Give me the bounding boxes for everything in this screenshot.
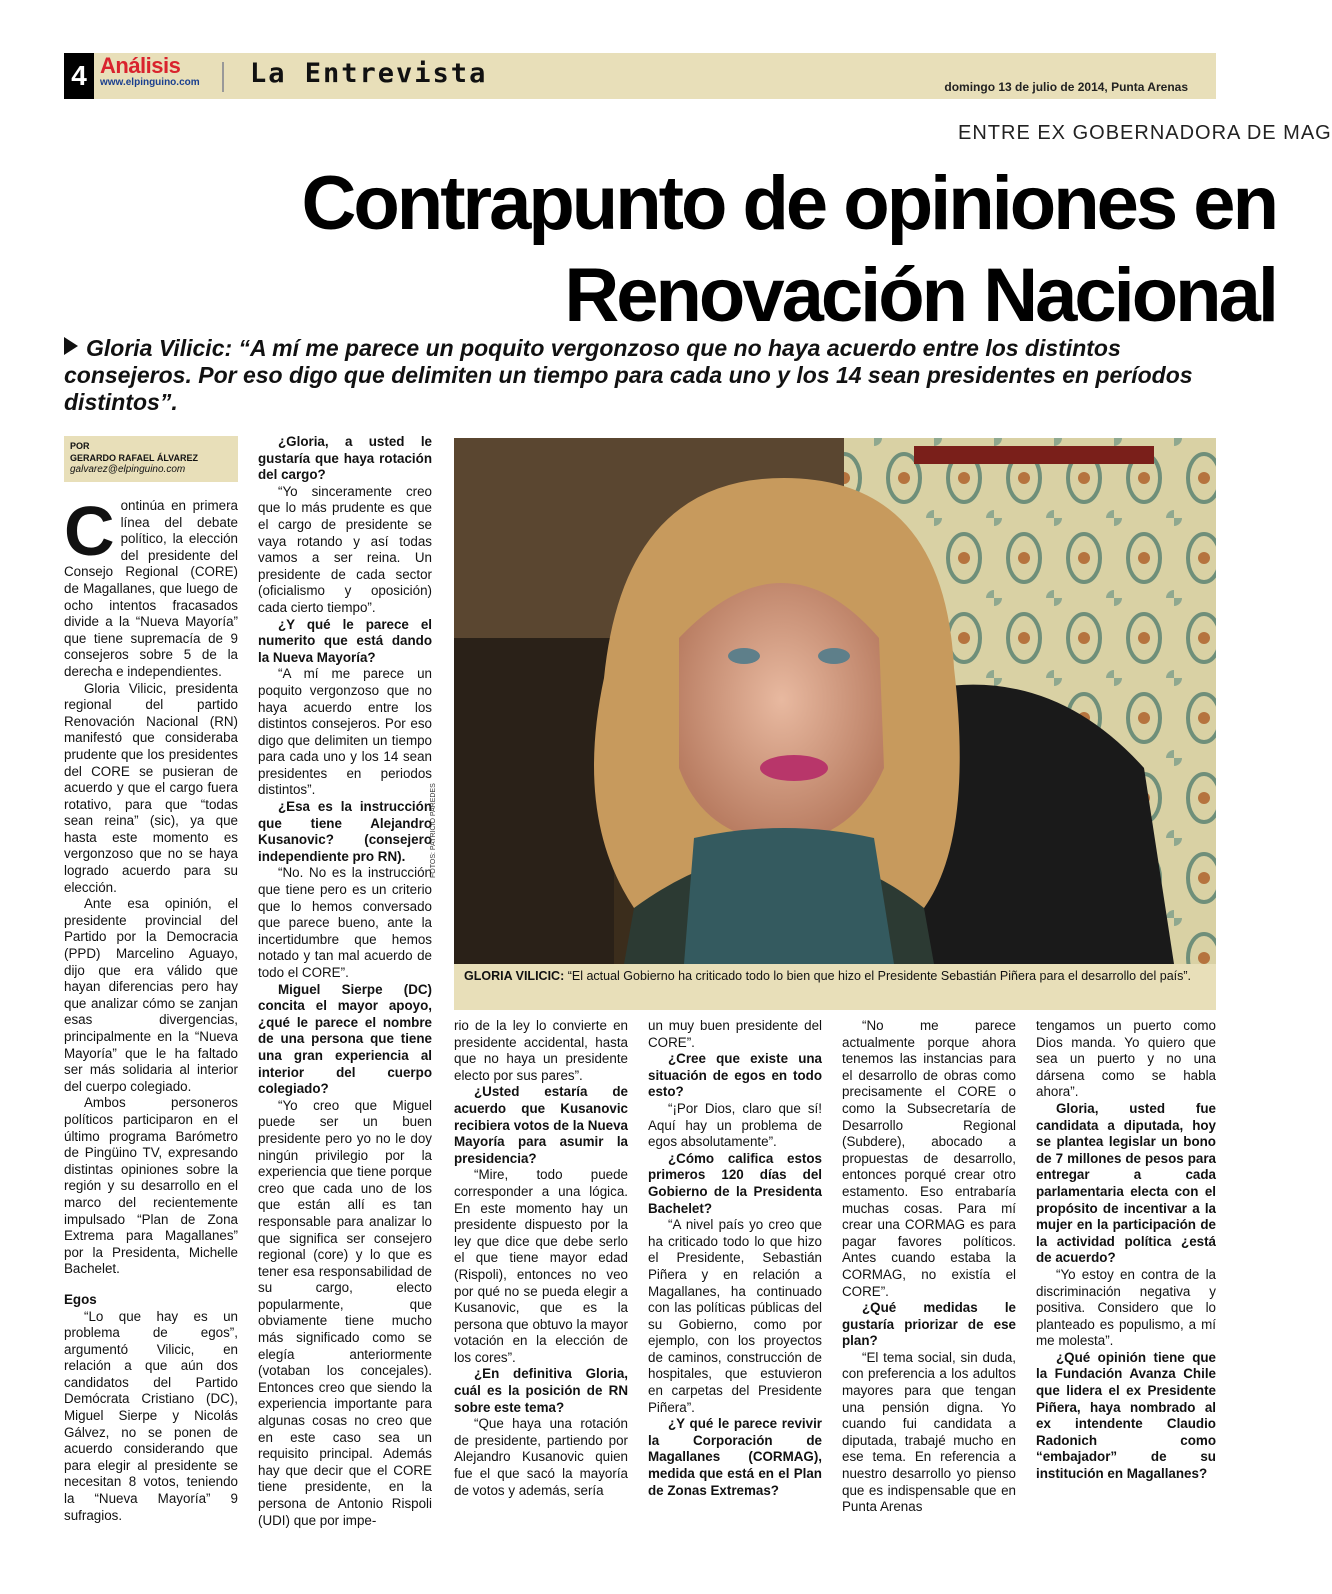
- answer: “Yo sinceramente creo que lo más prudente es que el cargo de presidente se vaya rotando y así todas vamos a ser reina. Un presidente de cada sector (oficialismo y oposición) cada cierto tiempo”.: [258, 483, 432, 615]
- page-number: 4: [64, 53, 94, 99]
- deck-text: Gloria Vilicic: “A mí me parece un poquito vergonzoso que no haya acuerdo entre los distintos consejeros. Por eso digo que delimiten un tiempo para cada uno y los 14 sean presidentes en períodos distintos”.: [64, 335, 1193, 415]
- kicker: ENTRE EX GOBERNADORA DE MAG: [958, 122, 1332, 144]
- play-arrow-icon: [64, 337, 78, 355]
- question: Miguel Sierpe (DC) concita el mayor apoyo, ¿qué le parece el nombre de una persona que tiene una gran experiencia al interior del cuerpo colegiado?: [258, 981, 432, 1097]
- question: ¿Cómo califica estos primeros 120 días del Gobierno de la Presidenta Bachelet?: [648, 1150, 822, 1216]
- photo-credit: FOTOS: PATRICIO PAREDES: [430, 783, 437, 878]
- paragraph: “Lo que hay es un problema de egos”, argumentó Vilicic, en relación a que aún dos candidatos del Partido Demócrata Cristiano (DC), Miguel Sierpe y Nicolás Gálvez, no se ponen de acuerdo considerando que para elegir al presidente se necesitan 8 votos, teniendo la “Nueva Mayoría” 9 sufragios.: [64, 1308, 238, 1523]
- photo-caption: [454, 964, 1216, 1010]
- question: ¿Qué medidas le gustaría priorizar de ese plan?: [842, 1300, 1016, 1349]
- caption-text: “El actual Gobierno ha criticado todo lo bien que hizo el Presidente Sebastián Piñera para el desarrollo del país”.: [564, 969, 1191, 983]
- answer: un muy buen presidente del CORE”.: [648, 1018, 822, 1050]
- answer: “No. No es la instrucción que tiene pero es un criterio que lo hemos conversado que parece bueno, ante la incertidumbre que hemos notado y tan mal acuerdo de todo el CORE”.: [258, 865, 432, 980]
- question: ¿En definitiva Gloria, cuál es la posición de RN sobre este tema?: [454, 1366, 628, 1415]
- portrait-photo: [454, 438, 1216, 964]
- answer: “Yo creo que Miguel puede ser un buen presidente pero yo no le doy ningún privilegio por la experiencia que tiene porque creo que cada uno de los que están allí es tan responsable para analizar lo que significa ser consejero regional (core) y lo que es tener esa responsabilidad de su cargo, electo popularmente, que obviamente tiene mucho más significado como se elegía anteriormente (votaban los concejales). Entonces creo que siendo la experiencia importante para algunas cosas no creo que en este caso sea un requisito principal. Además hay que decir que el CORE tiene presidente, en la persona de Antonio Rispoli (UDI) que por impe-: [258, 1097, 432, 1528]
- byline-author: GERARDO RAFAEL ÁLVAREZ: [70, 453, 199, 463]
- issue-date: domingo 13 de julio de 2014, Punta Arenas: [944, 80, 1188, 94]
- byline-email[interactable]: galvarez@elpinguino.com: [70, 464, 186, 475]
- column-3: [454, 1018, 628, 1499]
- question: ¿Qué opinión tiene que la Fundación Avanza Chile que lidera el ex Presidente Piñera, haya nombrado al ex intendente Claudio Radonich como “embajador” de su institución en Magallanes?: [1036, 1349, 1216, 1482]
- paragraph: Ante esa opinión, el presidente provincial del Partido por la Democracia (PPD) Marcelino Aguayo, dijo que era válido que hayan diferencias pero hay que analizar cómo se zanjan esas divergencias, principalmente en la “Nueva Mayoría” que le ha faltado ser más solidaria al interior del cuerpo colegiado.: [64, 896, 238, 1094]
- answer: “A nivel país yo creo que ha criticado todo lo que hizo el Presidente, Sebastián Piñera y en relación a Magallanes, ha continuado con las políticas públicas del su Gobierno, como por ejemplo, con los proyectos de caminos, construcción de hospitales, que estuvieron en carpetas del Presidente Piñera”.: [648, 1217, 822, 1415]
- question: ¿Cree que existe una situación de egos en todo esto?: [648, 1051, 822, 1100]
- answer: “El tema social, sin duda, con preferencia a los adultos mayores para que tengan una pensión digna. Yo cuando fui candidata a diputada, trabajé mucho en ese tema. En referencia a nuestro desarrollo yo pienso que es indispensable que en Punta Arenas: [842, 1349, 1016, 1515]
- answer: “A mí me parece un poquito vergonzoso que no haya acuerdo entre los distintos consejeros. Por eso digo que delimiten un tiempo para cada uno y los 14 sean presidentes en periodos distintos”.: [258, 666, 432, 798]
- paragraph: Ambos personeros políticos participaron en el último programa Barómetro de Pingüino TV, expresando distintas opiniones sobre la región y su desarrollo en el marco del recientemente impulsado “Plan de Zona Extrema para Magallanes” por la Presidenta, Michelle Bachelet.: [64, 1095, 238, 1277]
- answer: tengamos un puerto como Dios manda. Yo quiero que sea un puerto y no una dársena como se habla ahora”.: [1036, 1018, 1216, 1100]
- headline: [301, 158, 1276, 342]
- answer: “Que haya una rotación de presidente, partiendo por Alejandro Kusanovic quien fue el que sacó la mayoría de votos y además, sería: [454, 1416, 628, 1498]
- headline-line-2: Renovación Nacional: [564, 253, 1276, 338]
- answer: “Mire, todo puede corresponder a una lógica. En este momento hay un presidente dispuesto por la ley que dice que debe serlo el que tiene mayor edad (Rispoli), entonces no veo por qué no se pueda elegir a Kusanovic, que es la persona que obtuvo la mayor votación en la elección de los cores”.: [454, 1167, 628, 1365]
- question: ¿Gloria, a usted le gustaría que haya rotación del cargo?: [258, 434, 432, 483]
- drop-cap: C: [64, 492, 115, 570]
- question: ¿Usted estaría de acuerdo que Kusanovic recibiera votos de la Nueva Mayoría para asumir la presidencia?: [454, 1084, 628, 1166]
- header-divider: [222, 62, 224, 92]
- caption-name: GLORIA VILICIC:: [464, 969, 565, 983]
- logo: [100, 55, 200, 89]
- logo-name: Análisis: [100, 53, 181, 78]
- column-1: [64, 492, 238, 1524]
- deck: [64, 335, 1214, 416]
- question: ¿Y qué le parece el numerito que está dando la Nueva Mayoría?: [258, 616, 432, 665]
- paragraph: ontinúa en primera línea del debate político, la elección del presidente del Consejo Regional (CORE) de Magallanes, que luego de ocho intentos fracasados divide a la “Nueva Mayoría” que tiene supremacía de 9 consejeros sobre 5 de la derecha e independientes.: [64, 498, 238, 679]
- headline-line-1: Contrapunto de opiniones en: [301, 161, 1276, 246]
- subheading: Egos: [64, 1291, 97, 1307]
- question: ¿Esa es la instrucción que tiene Alejandro Kusanovic? (consejero independiente pro RN).: [258, 799, 432, 864]
- byline-by: POR: [70, 441, 90, 451]
- section-title: La Entrevista: [250, 58, 488, 89]
- byline: [64, 436, 238, 482]
- answer: “No me parece actualmente porque ahora tenemos las instancias para el desarrollo de obras como precisamente el CORE o como la Subsecretaría de Desarrollo Regional (Subdere), abocado a propuestas de desarrollo, entonces porqué crear otro estamento. Eso entrabaría muchas cosas. Para mí crear una CORMAG es para pagar favores políticos. Antes cuando estaba la CORMAG, no existía el CORE”.: [842, 1018, 1016, 1299]
- paragraph: Gloria Vilicic, presidenta regional del partido Renovación Nacional (RN) manifestó que consideraba prudente que los presidentes del CORE se pusieran de acuerdo y que el cargo fuera rotativo, para que “todas sean reina” (sic), ya que hasta este momento es vergonzoso que no se haya logrado acuerdo para su elección.: [64, 680, 238, 895]
- question: ¿Y qué le parece revivir la Corporación de Magallanes (CORMAG), medida que está en el Plan de Zonas Extremas?: [648, 1416, 822, 1498]
- column-4: [648, 1018, 822, 1499]
- answer: “¡Por Dios, claro que sí! Aquí hay un problema de egos absolutamente”.: [648, 1100, 822, 1150]
- question: Gloria, usted fue candidata a diputada, hoy se plantea legislar un bono de 7 millones de pesos para entregar a cada parlamentaria electa con el propósito de incentivar a la mujer en la participación de la actividad política ¿está de acuerdo?: [1036, 1100, 1216, 1266]
- column-6: [1036, 1018, 1216, 1483]
- portrait-illustration: [454, 438, 1216, 964]
- logo-url: www.elpinguino.com: [100, 77, 200, 88]
- column-2: [258, 434, 432, 1529]
- answer: “Yo estoy en contra de la discriminación negativa y positiva. Considero que lo planteado es populismo, a mí me molesta”.: [1036, 1266, 1216, 1349]
- column-5: [842, 1018, 1016, 1516]
- answer: rio de la ley lo convierte en presidente accidental, hasta que no haya un presidente electo por sus pares”.: [454, 1018, 628, 1083]
